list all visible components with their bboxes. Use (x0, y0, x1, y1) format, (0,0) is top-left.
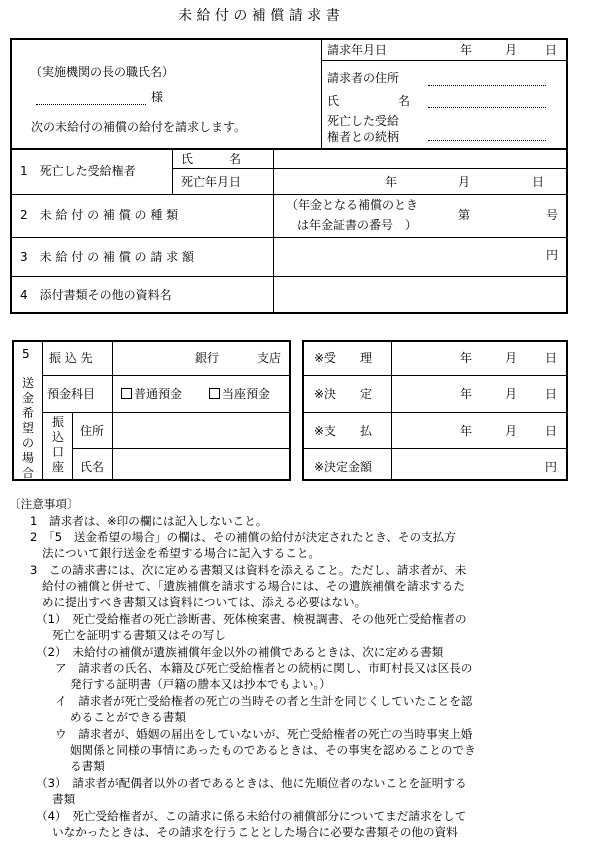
deceased-name-field[interactable] (275, 150, 565, 167)
attachments-label: 4 添付書類その他の資料名 (20, 288, 172, 302)
certificate-go-label: 号 (546, 208, 559, 222)
ordinary-deposit-option[interactable] (121, 388, 182, 400)
account-holder-field[interactable] (114, 450, 289, 479)
bank-name-field[interactable] (114, 343, 192, 373)
attachments-field[interactable] (275, 278, 565, 312)
benefit-type-label: 2 未 給 付 の 補 償 の 種 類 (20, 208, 179, 222)
relationship-field[interactable] (428, 140, 546, 141)
request-month-label: 月 (505, 43, 518, 57)
request-day-label: 日 (545, 43, 558, 57)
remit-vlabel-char: 望 (22, 421, 35, 435)
remit-vlabel-char: 送 (22, 376, 35, 390)
note-item: 給付の補償と併せて、「遺族補償を請求する場合には、その遺族補償を請求するた (42, 579, 465, 593)
note-item: ウ 請求者が、婚姻の届出をしていないが、死亡受給権者の死亡の当時事実上婚 (55, 727, 473, 741)
relationship-label-1: 死亡した受給 (327, 114, 400, 128)
claimant-address-field[interactable] (428, 85, 546, 86)
note-item: めることができる書類 (70, 710, 186, 724)
note-item: 1 請求者は、※印の欄には記入しないこと。 (30, 514, 268, 528)
note-item: 姻関係と同様の事情にあったものであるときは、その事実を認めることのでき (70, 743, 476, 757)
current-deposit-option[interactable] (209, 388, 270, 400)
death-month-label: 月 (458, 175, 471, 189)
decided-amount-label: ※決定金額 (314, 460, 373, 474)
addressee-field[interactable] (36, 104, 146, 105)
note-item: （1） 死亡受給権者の死亡診断書、死体検案書、検視調書、その他死亡受給権者の (36, 612, 467, 626)
note-item: ア 請求者の氏名、本籍及び死亡受給権者との続柄に関し、市町村長又は区長の (55, 661, 473, 675)
pension-note-2: は年金証書の番号 ） (297, 218, 418, 232)
paid-year-label: 年 (460, 424, 473, 438)
ordinary-checkbox[interactable] (121, 388, 132, 399)
addressee-label: （実施機関の長の職氏名） (30, 65, 175, 79)
claim-amount-label: 3 未 給 付 の 補 償 の 請 求 額 (20, 250, 194, 264)
claimant-name-field[interactable] (428, 107, 546, 108)
remit-number: 5 (22, 347, 30, 361)
paid-month-label: 月 (505, 424, 518, 438)
notes-heading: 〔注意事項〕 (9, 497, 79, 511)
claimant-name-label-2: 名 (398, 94, 411, 108)
note-item: めに提出すべき書類又は資料については、添える必要はない。 (42, 595, 367, 609)
certificate-dai-label: 第 (458, 208, 471, 222)
received-day-label: 日 (545, 351, 558, 365)
remit-vlabel-char: 合 (22, 466, 35, 480)
received-label: ※受 理 (314, 351, 373, 365)
bank-label: 銀行 (195, 351, 220, 365)
claimant-address-label: 請求者の住所 (327, 71, 400, 85)
transfer-account-char: 座 (52, 460, 65, 474)
note-item: いなかったときは、その請求を行うこととした場合に必要な書類その他の資料 (52, 825, 458, 839)
deceased-label: 1 死亡した受給権者 (20, 164, 136, 178)
note-item: 発行する証明書（戸籍の謄本又は抄本でもよい。） (70, 677, 331, 691)
current-label: 当座預金 (222, 387, 271, 401)
transfer-account-char: 振 (52, 415, 65, 429)
death-year-label: 年 (385, 175, 398, 189)
note-item: 書類 (52, 792, 76, 806)
transfer-account-char: 口 (52, 445, 65, 459)
note-item: （2） 未給付の補償が遺族補償年金以外の補償であるときは、次に定める書類 (36, 645, 444, 659)
request-text: 次の未給付の補償の給付を請求します。 (31, 120, 247, 134)
death-day-label: 日 (532, 175, 545, 189)
claim-amount-yen: 円 (546, 248, 559, 262)
relationship-label-2: 権者との続柄 (327, 130, 400, 144)
note-item: る書類 (70, 759, 105, 773)
deceased-name-label: 氏 名 (181, 152, 242, 166)
transfer-account-char: 込 (52, 430, 65, 444)
note-item: （4） 死亡受給権者が、この請求に係る未給付の補償部分についてまだ請求をして (36, 809, 467, 823)
remit-vlabel-char: 希 (22, 406, 35, 420)
account-holder-label: 氏名 (80, 460, 105, 474)
current-checkbox[interactable] (209, 388, 220, 399)
page-title: 未 給 付 の 補 償 請 求 書 (178, 8, 340, 24)
sama-label: 様 (151, 90, 164, 104)
decided-day-label: 日 (545, 387, 558, 401)
paid-day-label: 日 (545, 424, 558, 438)
request-year-label: 年 (460, 43, 473, 57)
remit-vlabel-char: の (22, 436, 35, 450)
request-date-label: 請求年月日 (327, 43, 388, 57)
received-month-label: 月 (505, 351, 518, 365)
claimant-name-label-1: 氏 (327, 94, 340, 108)
received-year-label: 年 (460, 351, 473, 365)
ordinary-label: 普通預金 (134, 387, 183, 401)
decided-label: ※決 定 (314, 387, 373, 401)
decided-year-label: 年 (460, 387, 473, 401)
note-item: イ 請求者が死亡受給権者の死亡の当時その者と生計を同じくしていたことを認 (55, 694, 473, 708)
account-address-field[interactable] (114, 414, 289, 447)
paid-label: ※支 払 (314, 424, 373, 438)
decided-amount-yen: 円 (545, 460, 558, 474)
note-item: 法について銀行送金を希望する場合に記入すること。 (42, 546, 321, 560)
death-date-label: 死亡年月日 (181, 175, 242, 189)
branch-label: 支店 (257, 351, 282, 365)
pension-note-1: （年金となる補償のとき (286, 198, 419, 212)
note-item: 死亡を証明する書類又はその写し (52, 628, 226, 642)
remit-vlabel-char: 場 (22, 451, 35, 465)
account-type-label: 預金科目 (47, 387, 96, 401)
note-item: （3） 請求者が配偶者以外の者であるときは、他に先順位者のないことを証明する (36, 776, 467, 790)
remit-vlabel-char: 金 (22, 391, 35, 405)
transfer-to-label: 振 込 先 (49, 351, 93, 365)
note-item: 2 「5 送金希望の場合」の欄は、その補償の給付が決定されたとき、その支払方 (30, 530, 456, 544)
decided-month-label: 月 (505, 387, 518, 401)
note-item: 3 この請求書には、次に定める書類又は資料を添えること。ただし、請求者が、未 (30, 563, 467, 577)
claim-amount-field[interactable] (275, 239, 535, 275)
account-address-label: 住所 (80, 424, 105, 438)
